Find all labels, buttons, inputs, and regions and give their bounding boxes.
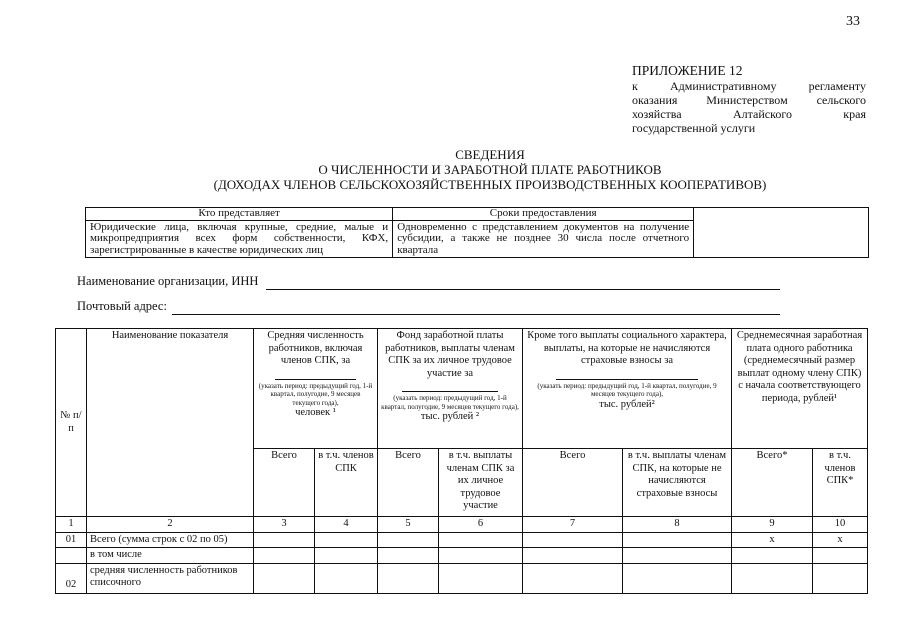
page-number: 33 (846, 14, 860, 29)
subheader-total: Всего (378, 449, 439, 517)
value-cell[interactable] (623, 532, 732, 548)
column-number: 3 (254, 517, 315, 533)
title-line: (ДОХОДАХ ЧЛЕНОВ СЕЛЬСКОХОЗЯЙСТВЕННЫХ ПРОИЗВОДСТВЕННЫХ КООПЕРАТИВОВ) (213, 177, 767, 192)
org-name-field[interactable] (266, 289, 780, 290)
value-cell[interactable] (315, 563, 378, 593)
social-payments-hint: (указать период: предыдущий год, 1-й квартал, полугодие, 9 месяцев текущего года), (537, 381, 717, 398)
row-name: в том числе (87, 548, 254, 564)
value-cell[interactable] (813, 563, 868, 593)
social-payments-title: Кроме того выплаты социального характера, выплаты, на которые не начисляются страховые взносы за (527, 330, 727, 366)
table-row (56, 563, 868, 593)
period-blank[interactable] (402, 382, 499, 392)
value-cell[interactable] (439, 532, 523, 548)
document-title (140, 147, 840, 192)
value-cell: х (813, 532, 868, 548)
value-cell[interactable] (732, 548, 813, 564)
value-cell[interactable] (378, 548, 439, 564)
column-number: 5 (378, 517, 439, 533)
avg-headcount-unit: человек ¹ (295, 407, 336, 418)
subheader-spk-payments: в т.ч. выплаты членам СПК за их личное трудовое участие (439, 449, 523, 517)
value-cell[interactable] (378, 563, 439, 593)
avg-headcount-title: Средняя численность работников, включая членов СПК, за (267, 330, 364, 366)
subheader-spk-members: в т.ч. членов СПК (315, 449, 378, 517)
row-number (56, 548, 87, 564)
value-cell[interactable] (813, 548, 868, 564)
table-row (56, 532, 868, 548)
submission-header-who: Кто представляет (86, 208, 393, 221)
value-cell[interactable] (254, 548, 315, 564)
column-number: 8 (623, 517, 732, 533)
appendix-block (632, 63, 866, 135)
subheader-spk-star: в т.ч. членов СПК* (813, 449, 868, 517)
col-header-social-payments (523, 329, 732, 449)
table-row (56, 548, 868, 564)
wage-fund-title: Фонд заработной платы работников, выплаты членам СПК за их личное трудовое участие за (385, 330, 515, 379)
column-number: 7 (523, 517, 623, 533)
title-line: СВЕДЕНИЯ (455, 147, 525, 162)
period-blank[interactable] (556, 370, 697, 380)
column-number: 4 (315, 517, 378, 533)
column-number: 1 (56, 517, 87, 533)
col-header-wage-fund (378, 329, 523, 449)
value-cell[interactable] (315, 532, 378, 548)
row-number: 02 (56, 563, 87, 593)
value-cell[interactable] (623, 563, 732, 593)
value-cell[interactable] (254, 532, 315, 548)
value-cell[interactable] (378, 532, 439, 548)
title-line: О ЧИСЛЕННОСТИ И ЗАРАБОТНОЙ ПЛАТЕ РАБОТНИКОВ (318, 162, 662, 177)
value-cell: х (732, 532, 813, 548)
address-field[interactable] (172, 314, 780, 315)
submission-who-text: Юридические лица, включая крупные, средние, малые и микропредприятия всех форм собственности, КФХ, зарегистрированные в качестве юридических лиц (86, 220, 393, 258)
subheader-spk-nontax: в т.ч. выплаты членам СПК, на которые не начисляются страховые взносы (623, 449, 732, 517)
appendix-line: хозяйства Алтайского края (632, 107, 866, 121)
subheader-total-star: Всего* (732, 449, 813, 517)
col-header-avg-wage: Среднемесячная заработная плата одного работника (среднемесячный размер выплат одному члену СПК) с начала соответствующего периода, рублей¹ (732, 329, 868, 449)
appendix-line: оказания Министерством сельского (632, 93, 866, 107)
submission-table (85, 207, 869, 258)
appendix-line: государственной услуги (632, 121, 756, 135)
value-cell[interactable] (523, 532, 623, 548)
appendix-title: ПРИЛОЖЕНИЕ 12 (632, 63, 743, 78)
avg-headcount-hint: (указать период: предыдущий год, 1-й квартал, полугодие, 9 месяцев текущего года), (258, 381, 373, 407)
org-name-label: Наименование организации, ИНН (77, 274, 259, 288)
value-cell[interactable] (439, 563, 523, 593)
wage-fund-unit: тыс. рублей ² (420, 411, 480, 422)
indicators-table (55, 328, 868, 594)
value-cell[interactable] (254, 563, 315, 593)
row-number: 01 (56, 532, 87, 548)
subheader-total: Всего (254, 449, 315, 517)
social-payments-unit: тыс. рублей² (599, 398, 655, 410)
row-name: средняя численность работников списочного (87, 563, 254, 593)
value-cell[interactable] (523, 548, 623, 564)
value-cell[interactable] (523, 563, 623, 593)
col-header-avg-headcount (254, 329, 378, 449)
value-cell[interactable] (315, 548, 378, 564)
row-name: Всего (сумма строк с 02 по 05) (87, 532, 254, 548)
address-label: Почтовый адрес: (77, 299, 167, 313)
value-cell[interactable] (439, 548, 523, 564)
column-number: 9 (732, 517, 813, 533)
value-cell[interactable] (623, 548, 732, 564)
submission-header-deadline: Сроки предоставления (393, 208, 694, 221)
col-header-number: № п/п (56, 329, 87, 517)
appendix-line: к Административному регламенту (632, 79, 866, 93)
period-blank[interactable] (275, 370, 357, 380)
value-cell[interactable] (732, 563, 813, 593)
column-number: 10 (813, 517, 868, 533)
wage-fund-hint: (указать период: предыдущий год, 1-й квартал, полугодие, 9 месяцев текущего года), (381, 394, 519, 411)
col-header-name: Наименование показателя (87, 329, 254, 517)
column-number: 6 (439, 517, 523, 533)
column-number: 2 (87, 517, 254, 533)
submission-deadline-text: Одновременно с представлением документов на получение субсидии, а также не позднее 30 числа после отчетного квартала (393, 220, 694, 258)
submission-empty-cell (694, 208, 869, 258)
subheader-total: Всего (523, 449, 623, 517)
